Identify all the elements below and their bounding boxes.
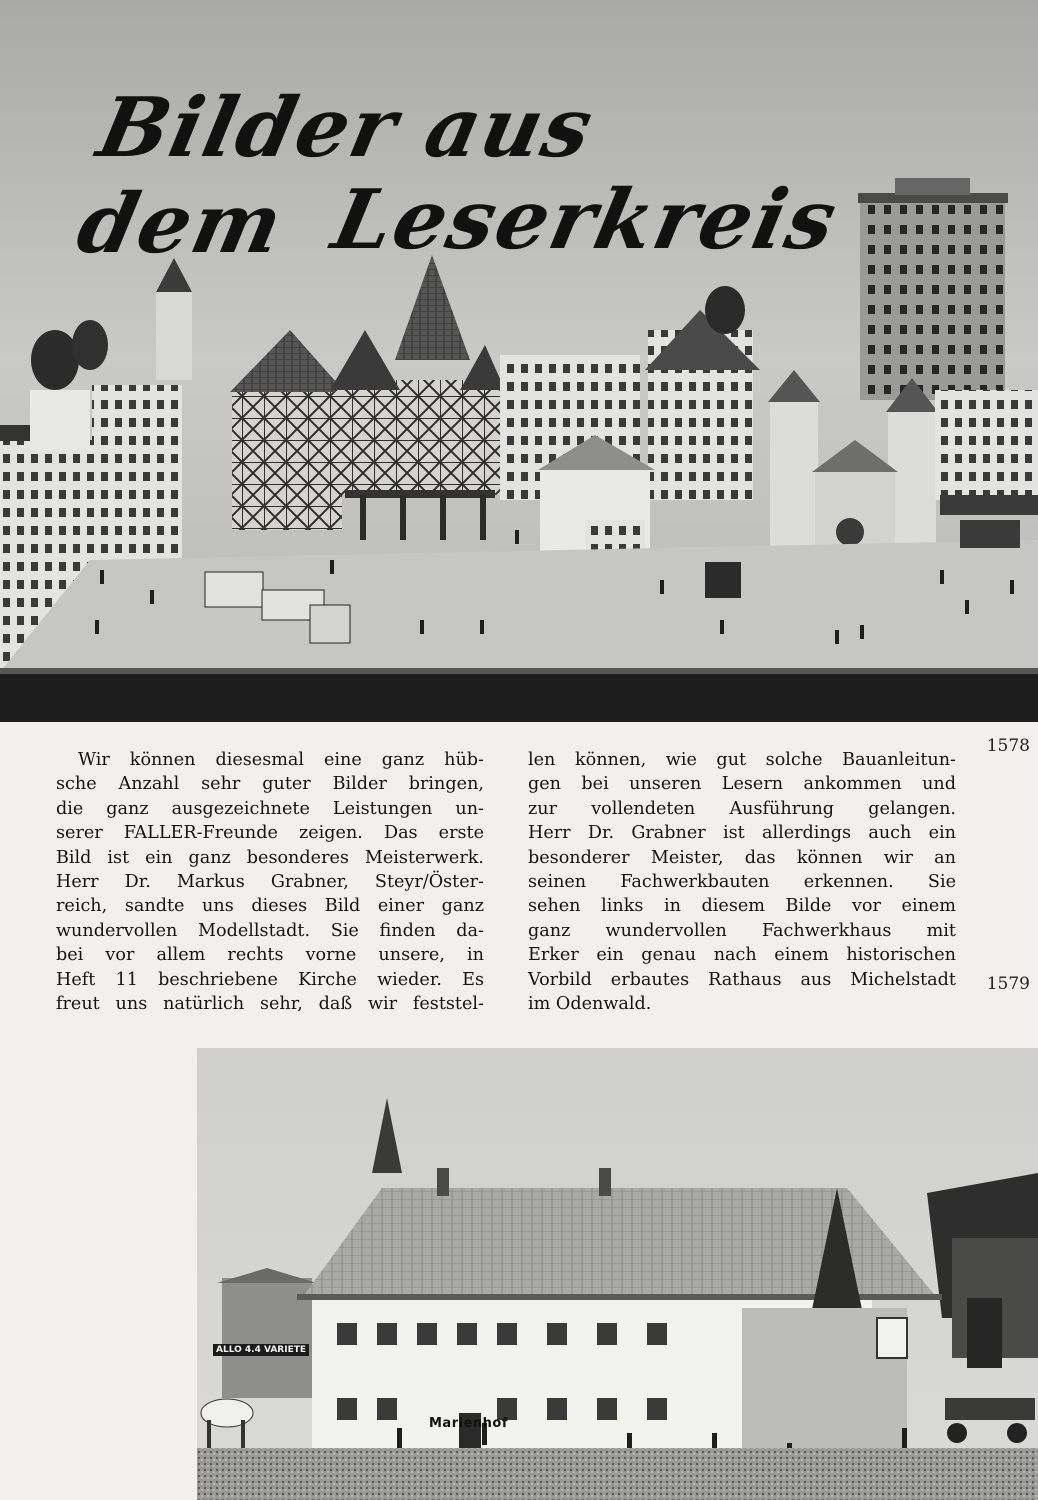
article-line: freut uns natürlich sehr, daß wir feststel- <box>56 994 484 1015</box>
article-line: Bild ist ein ganz besonderes Meisterwerk. <box>56 847 484 868</box>
article-line: gen bei unseren Lesern ankommen und <box>528 774 956 795</box>
headline <box>69 80 847 280</box>
picture-number-1579: 1579 <box>986 974 1030 994</box>
article-text <box>0 722 1038 1048</box>
article-line: Wir können diesesmal eine ganz hüb- <box>78 750 484 770</box>
article-column-left <box>56 748 484 1016</box>
article-line: Herr Dr. Markus Grabner, Steyr/Öster- <box>56 872 484 893</box>
article-line: Vorbild erbautes Rathaus aus Michelstadt <box>528 969 956 990</box>
article-line: Heft 11 beschriebene Kirche wieder. Es <box>56 969 484 990</box>
article-line: bei vor allem rechts vorne unsere, in <box>56 945 484 966</box>
article-line: wundervollen Modellstadt. Sie finden da- <box>56 920 484 941</box>
marienhof-sign: Marienhof <box>429 1416 508 1431</box>
article-column-right <box>528 748 956 1016</box>
marienhof-illustration <box>197 1048 1038 1500</box>
photo-model-city <box>0 0 1038 722</box>
article-line: seinen Fachwerkbauten erkennen. Sie <box>528 872 956 893</box>
article-line: serer FALLER-Freunde zeigen. Das erste <box>56 823 484 844</box>
picture-number-1578: 1578 <box>986 736 1030 756</box>
article-line: reich, sandte uns dieses Bild einer ganz <box>56 896 484 917</box>
article-line: die ganz ausgezeichnete Leistungen un- <box>56 798 484 819</box>
shop-sign: ALLO 4.4 VARIETE <box>213 1344 309 1356</box>
article-line: ganz wundervollen Fachwerkhaus mit <box>528 920 956 941</box>
photo-marienhof <box>197 1048 1038 1500</box>
article-line: im Odenwald. <box>528 994 652 1015</box>
article-line: besonderer Meister, das können wir an <box>528 847 956 868</box>
article-line: Erker ein genau nach einem historischen <box>528 945 956 966</box>
headline-line-1: Bilder aus dem <box>69 80 603 272</box>
article-line: sche Anzahl sehr guter Bilder bringen, <box>56 774 484 795</box>
headline-line-2: Leserkreis <box>324 172 847 268</box>
article-line: Herr Dr. Grabner ist allerdings auch ein <box>528 823 956 844</box>
article-line: len können, wie gut solche Bauanleitun- <box>528 750 956 770</box>
article-line: zur vollendeten Ausführung gelangen. <box>528 798 956 819</box>
article-line: sehen links in diesem Bilde vor einem <box>528 896 956 917</box>
